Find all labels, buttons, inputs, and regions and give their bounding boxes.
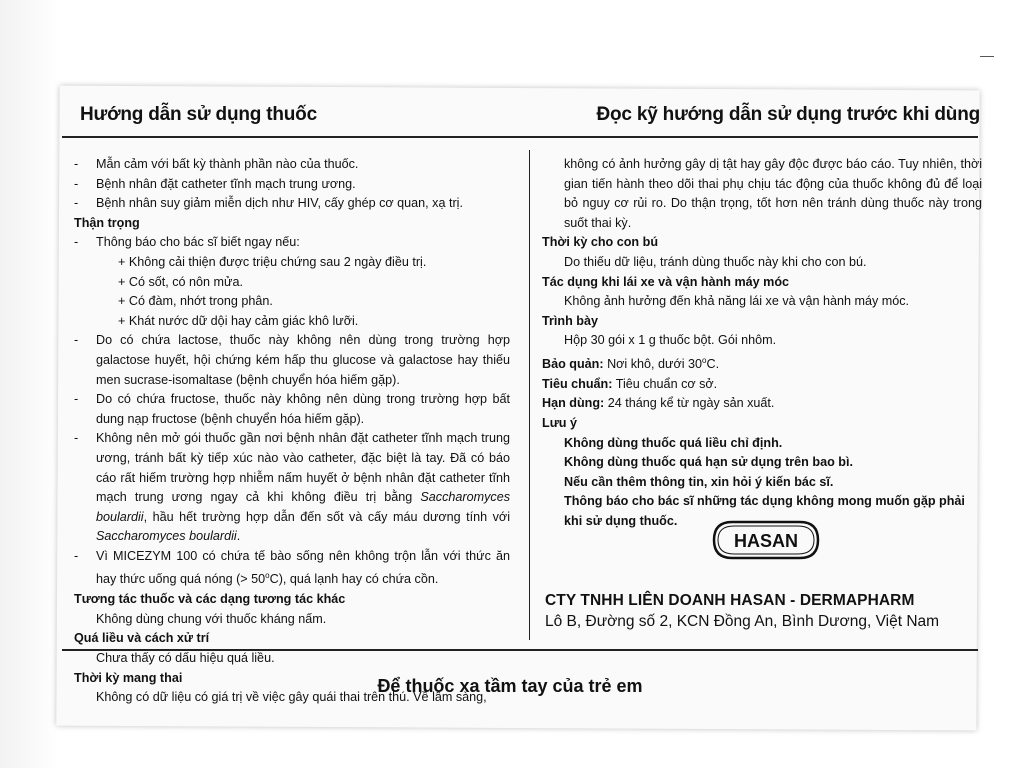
lactose-note-text: Do có chứa lactose, thuốc này không nên dùng trong trường hợp galactose huyết, hội chứng kém hấp thu glucose và galactose hay thiếu men sucrase-isomaltase (bệnh chuyển hóa hiếm gặp). [96,333,510,387]
note-item: Không dùng thuốc quá liều chỉ định. [564,435,783,450]
organism-name: Saccharomyces boulardii [96,529,237,544]
notify-item: + Có sốt, có nôn mửa. [118,274,243,289]
contraindication-text: Bệnh nhân đặt catheter tĩnh mạch trung ương. [96,176,356,191]
degree-sup: o [702,355,707,365]
overdose-text: Chưa thấy có dấu hiệu quá liều. [96,651,275,666]
storage-line [542,351,982,375]
standard-text: Tiêu chuẩn cơ sở. [612,376,718,391]
storage-text: C. [706,357,720,372]
lactose-note [74,331,510,390]
contraindication-item [74,194,510,214]
notify-item: + Không cải thiện được triệu chứng sau 2 ngày điều trị. [118,254,427,269]
bottom-rule [62,649,978,651]
organism-name: Saccharomyces boulardii [96,490,510,524]
contraindication-text: Mẫn cảm với bất kỳ thành phần nào của thuốc. [96,157,359,171]
breastfeeding-heading: Thời kỳ cho con bú [542,235,659,250]
notify-doctor-text: Thông báo cho bác sĩ biết ngay nếu: [96,235,300,250]
notify-item: + Có đàm, nhớt trong phân. [118,294,273,309]
company-address: Lô B, Đường số 2, KCN Đồng An, Bình Dương, Việt Nam [545,613,940,630]
pregnancy-heading: Thời kỳ mang thai [74,670,183,685]
contraindication-item [74,175,510,195]
right-column [542,155,982,531]
scan-edge [0,0,58,768]
catheter-note-text: . [236,529,241,544]
dash-bullet: - [74,333,79,348]
micezym-note-text: Vì MICEZYM 100 có chứa tế bào sống nên không trộn lẫn với thức ăn hay thức uống quá nóng (> 50 [96,548,510,587]
hasan-logo-graphic [712,520,820,560]
dash-bullet: - [74,235,79,250]
presentation-text: Hộp 30 gói x 1 g thuốc bột. Gói nhôm. [564,333,777,348]
company-name: CTY TNHH LIÊN DOANH HASAN - DERMAPHARM [545,592,915,609]
notify-item: + Khát nước dữ dội hay cảm giác khô lưỡi. [118,313,359,328]
precautions-heading: Thận trọng [74,215,140,230]
catheter-note [74,429,510,547]
right-header-title: Đọc kỹ hướng dẫn sử dụng trước khi dùng [596,104,980,125]
interactions-text: Không dùng chung với thuốc kháng nấm. [96,611,327,626]
expiry-text: 24 tháng kể từ ngày sản xuất. [604,396,775,411]
logo-text: HASAN [733,531,799,551]
left-column [74,155,510,708]
contraindication-text: Bệnh nhân suy giảm miễn dịch như HIV, cấy ghép cơ quan, xạ trị. [96,196,463,211]
interactions-heading: Tương tác thuốc và các dạng tương tác khác [74,592,346,607]
footer-warning: Để thuốc xa tầm tay của trẻ em [377,676,643,696]
expiry-line [542,394,982,414]
degree-sup: o [265,571,270,581]
micezym-note-text: C), quá lạnh hay có chứa cồn. [269,572,439,587]
note-item: Không dùng thuốc quá hạn sử dụng trên bao bì. [564,455,853,470]
note-item: Nếu cần thêm thông tin, xin hỏi ý kiến bác sĩ. [564,474,834,489]
dash-bullet: - [74,431,79,446]
storage-text: Nơi khô, dưới 30 [603,357,703,372]
catheter-note-text: Không nên mở gói thuốc gần nơi bệnh nhân đặt catheter tĩnh mạch trung ương, tránh bất kỳ tiếp xúc nào vào catheter, đặc biệt là tay. Đã có báo cáo rất hiếm trường hợp nhiễm nấm huyết ở bệnh nhân đặt catheter tĩnh mạch trung ương ngay cả khi không điều trị bằng [96,431,510,505]
hasan-logo [712,520,820,560]
top-rule [62,136,978,138]
dash-bullet: - [74,196,79,211]
dash-bullet: - [74,548,79,563]
notes-heading: Lưu ý [542,415,578,430]
presentation-heading: Trình bày [542,313,598,328]
contraindication-item [74,155,510,175]
corner-mark [980,56,994,57]
fructose-note [74,390,510,429]
note-item: Thông báo cho bác sĩ những tác dụng không mong muốn gặp phải khi sử dụng thuốc. [564,494,965,528]
catheter-note-text: , hầu hết trường hợp dẫn đến sốt và cấy máu dương tính với [143,509,510,524]
pregnancy-text: Không có dữ liệu có giá trị về việc gây quái thai trên thú. Về lâm sàng, [96,690,487,705]
storage-label: Bảo quản: [542,357,604,372]
left-header-title: Hướng dẫn sử dụng thuốc [80,104,317,125]
expiry-label: Hạn dùng: [542,396,605,411]
dash-bullet: - [74,392,79,407]
micezym-note [74,547,510,590]
standard-line [542,375,982,395]
standard-label: Tiêu chuẩn: [542,376,613,391]
column-divider [529,150,530,640]
overdose-heading: Quá liều và cách xử trí [74,631,210,646]
fructose-note-text: Do có chứa fructose, thuốc này không nên dùng trong trường hợp bất dung nạp fructose (bệnh chuyển hóa hiếm gặp). [96,392,510,426]
notify-doctor-item [74,233,510,253]
dash-bullet: - [74,157,79,171]
breastfeeding-text: Do thiếu dữ liệu, tránh dùng thuốc này khi cho con bú. [564,254,867,269]
pregnancy-continuation: không có ảnh hưởng gây dị tật hay gây độc được báo cáo. Tuy nhiên, thời gian tiến hành theo dõi thai phụ chịu tác động của thuốc không đủ để loại bỏ nguy cơ rủi ro. Do thận trọng, tốt hơn nên tránh dùng thuốc này trong suốt thai kỳ. [564,157,982,230]
dash-bullet: - [74,176,79,191]
driving-text: Không ảnh hưởng đến khả năng lái xe và vận hành máy móc. [564,294,910,309]
driving-heading: Tác dụng khi lái xe và vận hành máy móc [542,274,790,289]
